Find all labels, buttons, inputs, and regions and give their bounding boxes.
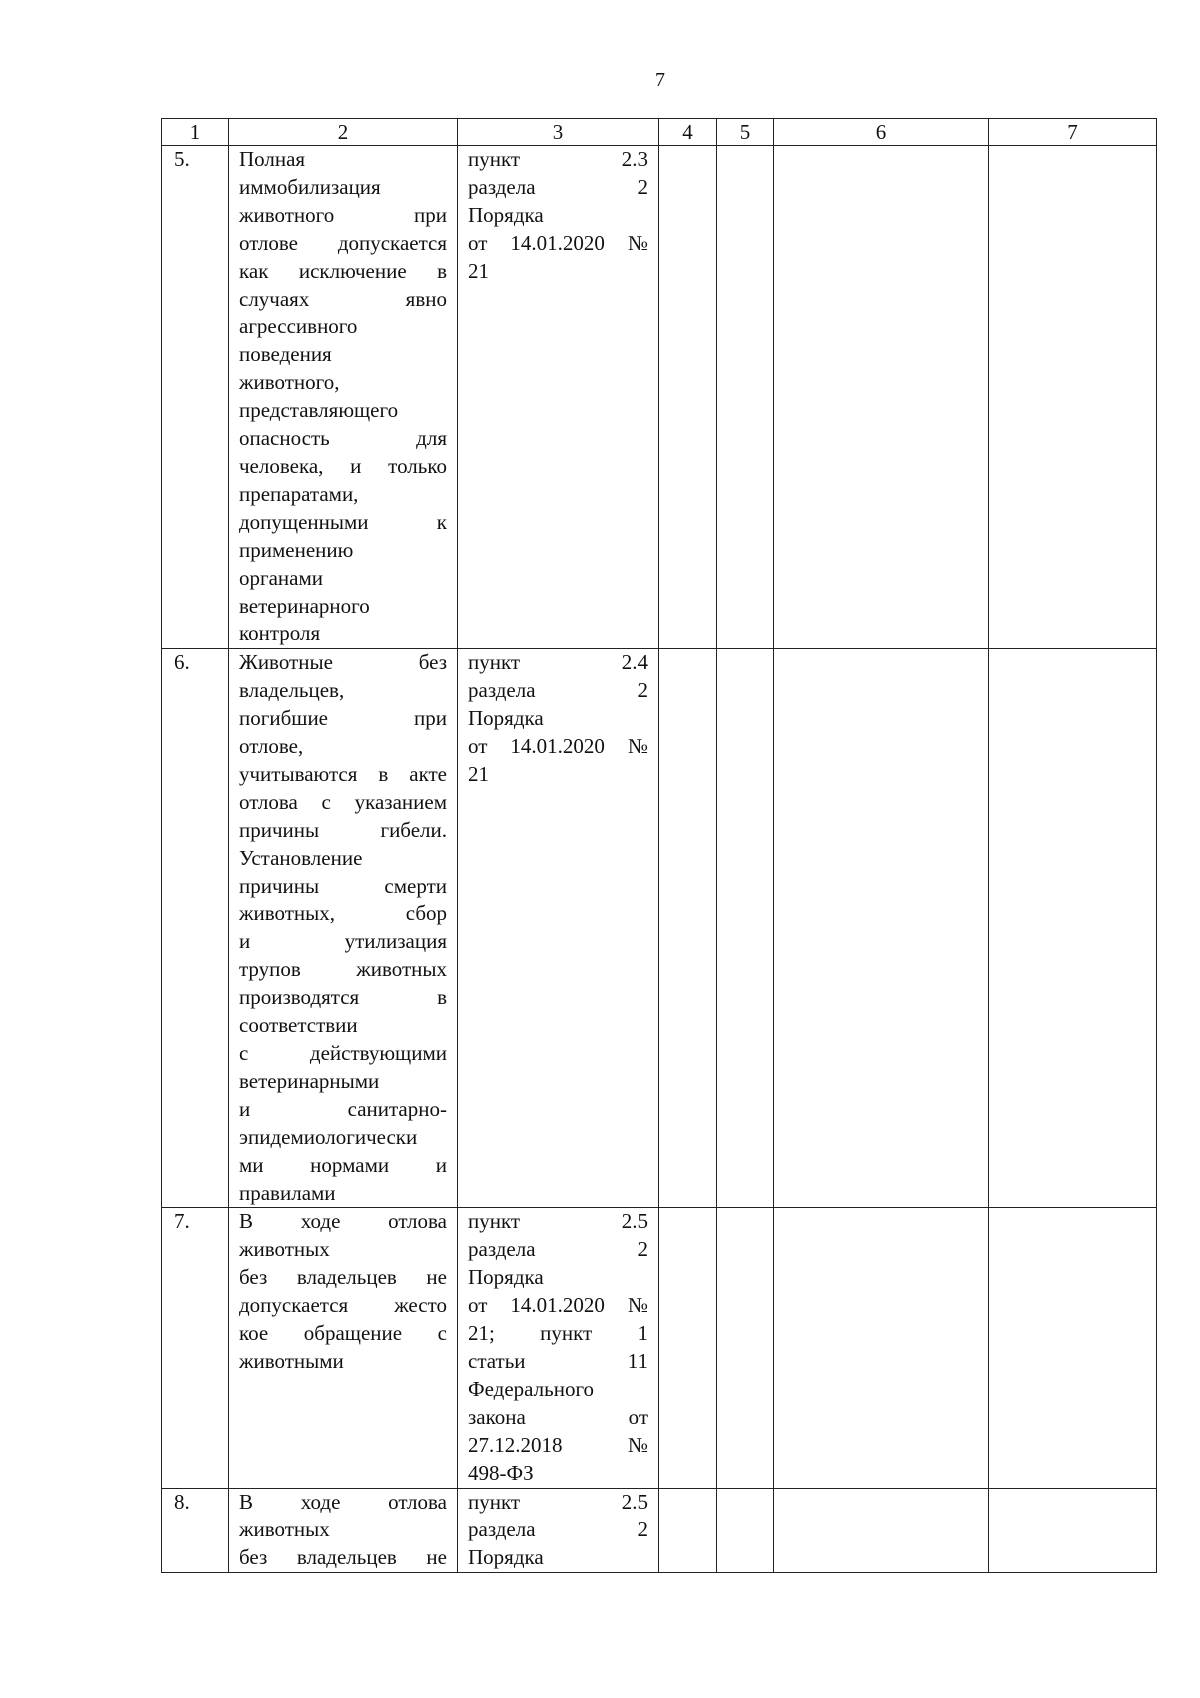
reference-line: Порядка	[468, 1545, 544, 1570]
row-number-cell: 6.	[162, 649, 229, 1208]
reference-line: пункт 2.5	[468, 1209, 648, 1234]
header-cell-4: 4	[659, 119, 717, 146]
table-header-row	[162, 119, 1157, 146]
requirement-line: отлове,	[239, 734, 304, 759]
requirement-line: погибшие при	[239, 706, 447, 731]
reference-line: от 14.01.2020 №	[468, 230, 648, 255]
reference-line: 21; пункт 1	[468, 1321, 648, 1346]
reference-line: пункт 2.4	[468, 650, 648, 675]
requirement-line: В ходе отлова	[239, 1209, 447, 1234]
row-number-cell: 7.	[162, 1208, 229, 1488]
requirement-line: правилами	[239, 1180, 336, 1205]
table-row	[162, 649, 1157, 1208]
requirement-line: животного при	[239, 202, 447, 227]
empty-cell-col4	[659, 1208, 717, 1488]
reference-line: 498-ФЗ	[468, 1460, 534, 1485]
requirement-line: причины смерти	[239, 873, 447, 898]
reference-line: 27.12.2018 №	[468, 1432, 648, 1457]
requirement-line: агрессивного	[239, 314, 358, 339]
header-cell-7: 7	[989, 119, 1157, 146]
requirement-line: соответствии	[239, 1013, 358, 1038]
empty-cell-col7	[989, 649, 1157, 1208]
requirement-cell	[229, 1208, 458, 1488]
reference-cell	[458, 1208, 659, 1488]
table-row	[162, 1208, 1157, 1488]
requirement-line: животного,	[239, 370, 340, 395]
requirement-line: причины гибели.	[239, 817, 447, 842]
empty-cell-col5	[717, 1488, 774, 1573]
reference-line: пункт 2.5	[468, 1489, 648, 1514]
requirement-line: владельцев,	[239, 678, 345, 703]
requirement-line: Установление	[239, 845, 363, 870]
requirement-line: учитываются в акте	[239, 761, 447, 786]
empty-cell-col6	[774, 1208, 989, 1488]
empty-cell-col4	[659, 1488, 717, 1573]
requirement-line: опасность для	[239, 426, 447, 451]
reference-line: Порядка	[468, 706, 544, 731]
requirement-line: допускается жесто	[239, 1293, 447, 1318]
requirement-line: ветеринарными	[239, 1068, 380, 1093]
reference-line: 21	[468, 258, 489, 283]
requirement-line: отлова с указанием	[239, 789, 447, 814]
requirement-line: человека, и только	[239, 453, 447, 478]
header-cell-2: 2	[229, 119, 458, 146]
reference-line: от 14.01.2020 №	[468, 734, 648, 759]
table-row	[162, 1488, 1157, 1573]
requirement-line: ветеринарного	[239, 593, 370, 618]
requirement-line: органами	[239, 565, 324, 590]
requirement-line: животных	[239, 1237, 330, 1262]
requirement-line: применению	[239, 537, 354, 562]
reference-cell	[458, 1488, 659, 1573]
requirement-line: препаратами,	[239, 481, 359, 506]
row-number-cell: 8.	[162, 1488, 229, 1573]
requirement-line: случаях явно	[239, 286, 447, 311]
requirement-line: контроля	[239, 621, 321, 646]
header-cell-1: 1	[162, 119, 229, 146]
empty-cell-col5	[717, 649, 774, 1208]
empty-cell-col7	[989, 1208, 1157, 1488]
reference-line: раздела 2	[468, 678, 648, 703]
requirement-line: животных, сбор	[239, 901, 447, 926]
empty-cell-col5	[717, 1208, 774, 1488]
empty-cell-col4	[659, 649, 717, 1208]
requirement-line: поведения	[239, 342, 332, 367]
table-row	[162, 146, 1157, 649]
requirement-line: производятся в	[239, 985, 447, 1010]
requirement-line: кое обращение с	[239, 1321, 447, 1346]
page-number: 7	[655, 69, 665, 91]
requirement-line: трупов животных	[239, 957, 447, 982]
requirement-line: Полная	[239, 147, 306, 171]
reference-line: от 14.01.2020 №	[468, 1293, 648, 1318]
requirement-line: как исключение в	[239, 258, 447, 283]
requirement-line: представляющего	[239, 398, 399, 423]
empty-cell-col6	[774, 146, 989, 649]
requirement-line: эпидемиологически	[239, 1124, 418, 1149]
empty-cell-col5	[717, 146, 774, 649]
requirement-line: и санитарно-	[239, 1096, 447, 1121]
reference-line: раздела 2	[468, 174, 648, 199]
reference-cell	[458, 649, 659, 1208]
reference-line: пункт 2.3	[468, 147, 648, 171]
reference-cell	[458, 146, 659, 649]
reference-line: 21	[468, 761, 489, 786]
requirement-line: без владельцев не	[239, 1545, 447, 1570]
requirement-line: отлове допускается	[239, 230, 447, 255]
reference-line: раздела 2	[468, 1517, 648, 1542]
requirement-cell	[229, 1488, 458, 1573]
reference-line: статьи 11	[468, 1348, 648, 1373]
requirement-line: и утилизация	[239, 929, 447, 954]
reference-line: Порядка	[468, 202, 544, 227]
requirement-line: с действующими	[239, 1041, 447, 1065]
empty-cell-col6	[774, 649, 989, 1208]
requirement-line: Животные без	[239, 650, 447, 675]
empty-cell-col6	[774, 1488, 989, 1573]
requirement-line: животных	[239, 1517, 330, 1542]
requirement-line: В ходе отлова	[239, 1489, 447, 1514]
empty-cell-col7	[989, 1488, 1157, 1573]
empty-cell-col7	[989, 146, 1157, 649]
reference-line: Порядка	[468, 1265, 544, 1290]
reference-line: раздела 2	[468, 1237, 648, 1262]
requirement-line: ми нормами и	[239, 1152, 447, 1177]
header-cell-6: 6	[774, 119, 989, 146]
requirement-line: без владельцев не	[239, 1265, 447, 1290]
reference-line: закона от	[468, 1404, 648, 1429]
header-cell-3: 3	[458, 119, 659, 146]
requirement-line: допущенными к	[239, 509, 447, 534]
requirement-cell	[229, 146, 458, 649]
requirement-line: иммобилизация	[239, 174, 381, 199]
reference-line: Федерального	[468, 1376, 595, 1401]
requirement-cell	[229, 649, 458, 1208]
requirement-line: животными	[239, 1348, 344, 1373]
empty-cell-col4	[659, 146, 717, 649]
header-cell-5: 5	[717, 119, 774, 146]
row-number-cell: 5.	[162, 146, 229, 649]
requirements-table	[161, 118, 1157, 1573]
